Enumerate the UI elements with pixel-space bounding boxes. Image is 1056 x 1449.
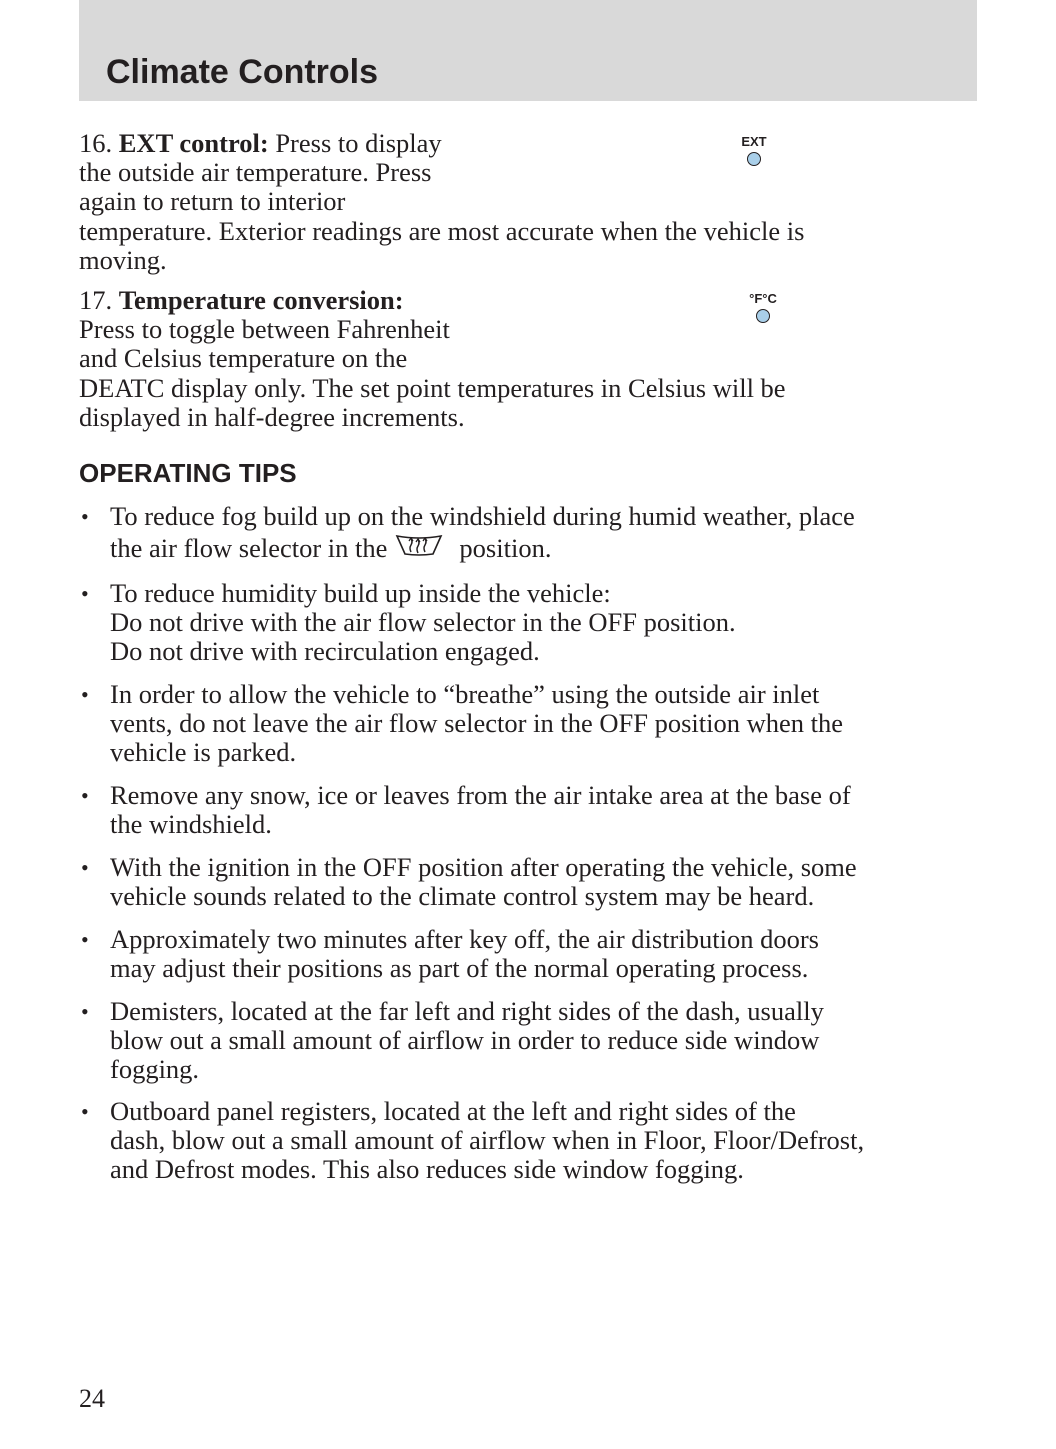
tip-line: Do not drive with the air flow selector in the OFF position. — [110, 607, 736, 638]
control-line: the outside air temperature. Press — [79, 157, 432, 188]
tip-line: Do not drive with recirculation engaged. — [110, 636, 540, 667]
ext-button-label: EXT — [741, 134, 767, 149]
tip-line: vents, do not leave the air flow selector in the OFF position when the — [110, 708, 844, 739]
tip-line: Approximately two minutes after key off, the air distribution doors — [110, 924, 819, 954]
temperature-conversion-label: °F°C — [749, 291, 777, 306]
tip-line: fogging. — [110, 1054, 200, 1085]
control-line — [79, 129, 979, 158]
bullet: • — [81, 1099, 89, 1124]
control-label: EXT control: — [118, 128, 269, 158]
bullet: • — [81, 682, 89, 707]
tip-line: With the ignition in the OFF position after operating the vehicle, some — [110, 852, 857, 882]
control-item-ext — [79, 129, 979, 275]
operating-tips-heading: OPERATING TIPS — [79, 458, 297, 488]
bullet: • — [81, 504, 89, 529]
control-text: Press to display — [268, 128, 442, 158]
bullet: • — [81, 581, 89, 606]
tip-line: In order to allow the vehicle to “breathe” using the outside air inlet — [110, 679, 820, 709]
tip-line: may adjust their positions as part of the normal operating process. — [110, 953, 809, 984]
page-title: Climate Controls — [106, 53, 379, 91]
tip-line: and Defrost modes. This also reduces side window fogging. — [110, 1154, 744, 1185]
tip-line: Outboard panel registers, located at the left and right sides of the — [110, 1096, 796, 1126]
page-number: 24 — [79, 1384, 105, 1413]
tip-line: vehicle sounds related to the climate control system may be heard. — [110, 881, 815, 912]
tip-line: Remove any snow, ice or leaves from the air intake area at the base of — [110, 780, 851, 810]
control-line: and Celsius temperature on the — [79, 343, 408, 374]
tip-line: Demisters, located at the far left and right sides of the dash, usually — [110, 996, 824, 1026]
control-line: displayed in half-degree increments. — [79, 401, 465, 432]
control-number: 16. — [79, 128, 113, 158]
temperature-conversion-button-icon — [744, 292, 782, 323]
tip-text: position. — [459, 533, 552, 564]
bullet: • — [81, 783, 89, 808]
bullet: • — [81, 999, 89, 1024]
control-line: again to return to interior — [79, 186, 346, 217]
control-item-temperature-conversion — [79, 286, 979, 432]
indicator-led-icon — [747, 152, 761, 166]
tip-line: dash, blow out a small amount of airflow when in Floor, Floor/Defrost, — [110, 1125, 865, 1156]
tip-line: blow out a small amount of airflow in order to reduce side window — [110, 1025, 820, 1056]
indicator-led-icon — [756, 309, 770, 323]
control-label: Temperature conversion: — [118, 285, 404, 315]
tip-line: the windshield. — [110, 809, 272, 840]
tip-line: To reduce fog build up on the windshield during humid weather, place — [110, 501, 855, 531]
tip-line — [110, 534, 978, 567]
ext-button-icon — [737, 135, 771, 166]
control-line: DEATC display only. The set point temperatures in Celsius will be — [79, 372, 786, 403]
control-line — [79, 286, 979, 315]
defrost-icon — [395, 532, 443, 564]
control-number: 17. — [79, 285, 113, 315]
control-line: temperature. Exterior readings are most accurate when the vehicle is — [79, 215, 805, 246]
bullet: • — [81, 927, 89, 952]
page-header — [79, 0, 977, 101]
bullet: • — [81, 855, 89, 880]
control-line: moving. — [79, 244, 167, 275]
tip-line: To reduce humidity build up inside the vehicle: — [110, 578, 611, 608]
tip-line: vehicle is parked. — [110, 737, 297, 768]
tip-text: the air flow selector in the — [110, 533, 388, 564]
control-line: Press to toggle between Fahrenheit — [79, 314, 450, 345]
